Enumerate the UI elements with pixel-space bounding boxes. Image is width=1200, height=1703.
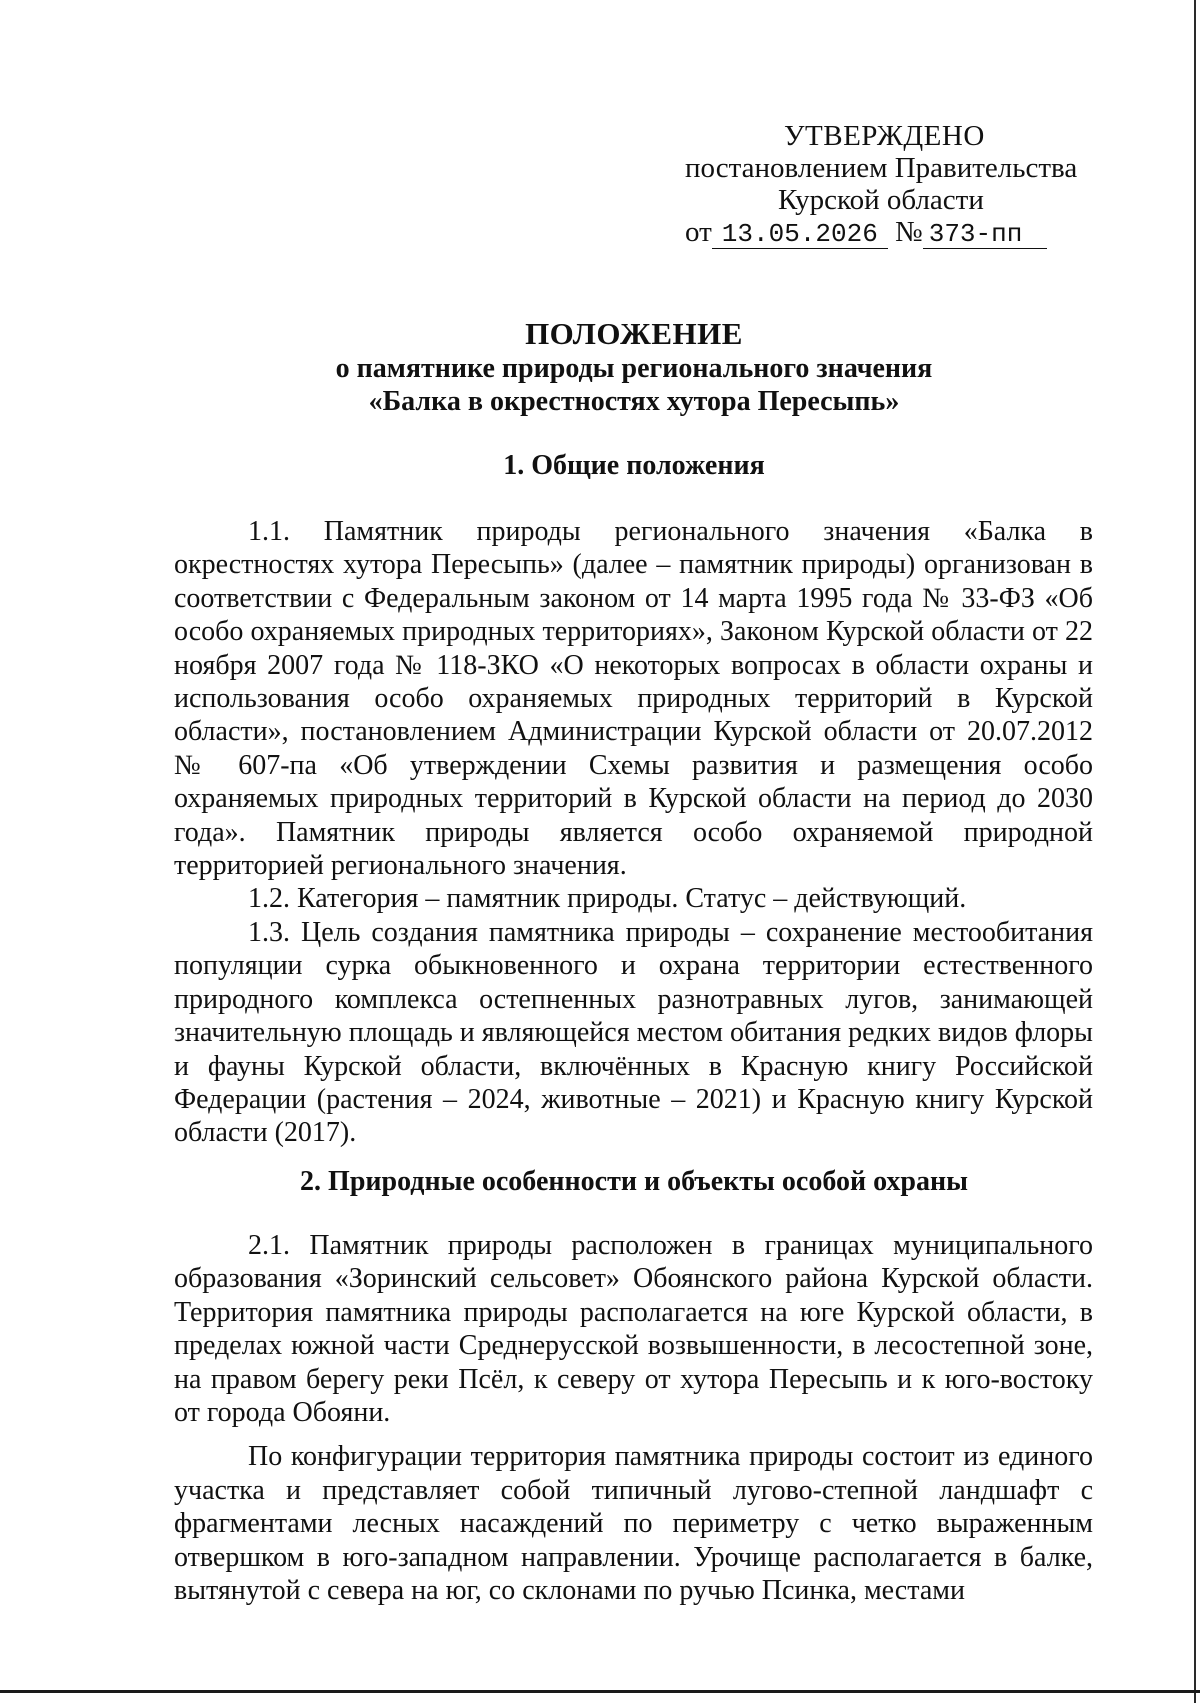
section-1-heading: 1. Общие положения	[503, 450, 765, 481]
approval-date: 13.05.2026	[712, 220, 888, 249]
paragraph-2-2: По конфигурации территория памятника природы состоит из единого участка и представляет собой типичный лугово-степной ландшафт с фрагментами лесных насаждений по периметру с четко выраженным отвершком в юго-западном направлении. Урочище располагается в балке, вытянутой с севера на юг, со склонами по ручью Псинка, местами	[174, 1441, 1093, 1607]
document-title	[174, 316, 1094, 418]
section-2-heading: 2. Природные особенности и объекты особой охраны	[300, 1166, 968, 1197]
section-2-body	[174, 1229, 1093, 1607]
approval-stamp	[660, 120, 1080, 249]
paragraph-1-1: 1.1. Памятник природы регионального значения «Балка в окрестностях хутора Пересыпь» (далее – памятник природы) организован в соответствии с Федеральным законом от 14 марта 1995 года № 33-ФЗ «Об особо охраняемых природных территориях», Законом Курской области от 22 ноября 2007 года № 118-ЗКО «О некоторых вопросах в области охраны и использования особо охраняемых природных территорий в Курской области», постановлением Администрации Курской области от 20.07.2012 № 607-па «Об утверждении Схемы развития и размещения особо охраняемых природных территорий в Курской области на период до 2030 года». Памятник природы является особо охраняемой природной территорией регионального значения.	[174, 516, 1093, 882]
approval-number: 373-пп	[923, 220, 1047, 249]
approval-date-number-line	[660, 216, 1080, 249]
paragraph-2-1: 2.1. Памятник природы расположен в границах муниципального образования «Зоринский сельсовет» Обоянского района Курской области. Территория памятника природы располагается на юге Курской области, в пределах южной части Среднерусской возвышенности, в лесостепной зоне, на правом берегу реки Псёл, к северу от хутора Пересыпь и к юго-востоку от города Обояни.	[174, 1230, 1093, 1429]
page-edge-right	[1194, 0, 1196, 1703]
approval-number-label: №	[895, 216, 923, 248]
title-subtitle-1: о памятнике природы регионального значения	[335, 353, 933, 384]
title-main: ПОЛОЖЕНИЕ	[525, 316, 743, 351]
title-subtitle-2: «Балка в окрестностях хутора Пересыпь»	[368, 386, 900, 417]
approval-issuer: постановлением Правительства	[685, 152, 1078, 184]
approval-region: Курской области	[778, 184, 984, 216]
page-edge-bottom	[0, 1690, 1200, 1693]
approval-from-label: от	[685, 216, 712, 248]
paragraph-1-3: 1.3. Цель создания памятника природы – сохранение местообитания популяции сурка обыкновенного и охрана территории естественного природного комплекса остепненных разнотравных лугов, занимающей значительную площадь и являющейся местом обитания редких видов флоры и фауны Курской области, включённых в Красную книгу Российской Федерации (растения – 2024, животные – 2021) и Красную книгу Курской области (2017).	[174, 916, 1093, 1149]
paragraph-1-2: 1.2. Категория – памятник природы. Статус – действующий.	[248, 883, 967, 915]
approval-heading: УТВЕРЖДЕНО	[784, 120, 985, 152]
section-1-body	[174, 515, 1093, 1150]
